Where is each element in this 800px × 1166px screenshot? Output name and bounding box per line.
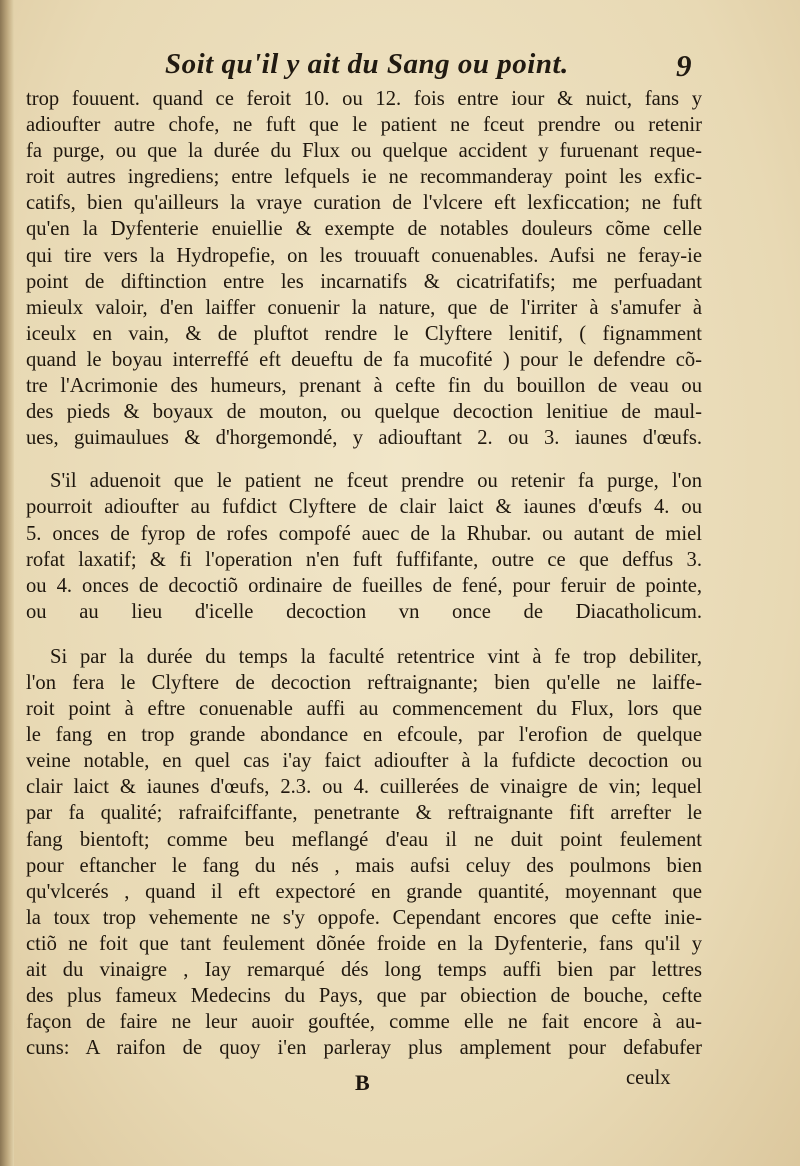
text-line: Si par la durée du temps la faculté retentrice vint à fe trop debiliter, bbox=[50, 645, 702, 668]
text-line: le fang en trop grande abondance en efcoule, par l'erofion de quelque bbox=[26, 724, 702, 747]
text-line: des pieds & boyaux de mouton, ou quelque decoction lenitiue de maul- bbox=[26, 401, 702, 424]
text-line: qu'en la Dyfenterie enuiellie & exempte de notables douleurs cõme celle bbox=[26, 218, 702, 241]
text-line: ctiõ ne foit que tant feulement dõnée froide en la Dyfenterie, fans qu'il y bbox=[26, 932, 702, 955]
text-line: catifs, bien qu'ailleurs la vraye curation de l'vlcere eft lexficcation; ne fuft bbox=[26, 192, 702, 215]
text-line: qui tire vers la Hydropefie, on les trouuaft conuenables. Aufsi ne feray-ie bbox=[26, 244, 702, 267]
text-line: fang bientoft; comme beu meflangé d'eau il ne duit point feulement bbox=[26, 828, 702, 851]
text-line: roit autres ingrediens; entre lefquels ie ne recommanderay point les exfic- bbox=[26, 166, 702, 189]
paragraph-2 bbox=[26, 468, 702, 625]
text-line: qu'vlcerés , quand il eft expectoré en grande quantité, moyennant que bbox=[26, 880, 702, 903]
text-line: rofat laxatif; & fi l'operation n'en fuft fuffifante, outre ce que deffus 3. bbox=[26, 548, 702, 571]
text-line: la toux trop vehemente ne s'y oppofe. Cependant encores que cefte inie- bbox=[26, 906, 702, 929]
text-line: cuns: A raifon de quoy i'en parleray plus amplement pour defabufer bbox=[26, 1037, 702, 1060]
body-text bbox=[26, 86, 702, 1061]
text-line: l'on fera le Clyftere de decoction reftraignante; bien qu'elle ne laiffe- bbox=[26, 671, 702, 694]
text-line: ues, guimaulues & d'horgemondé, y adiouftant 2. ou 3. iaunes d'œufs. bbox=[26, 427, 702, 450]
paragraph-1 bbox=[26, 86, 702, 451]
text-line: clair laict & iaunes d'œufs, 2.3. ou 4. cuillerées de vinaigre de vin; lequel bbox=[26, 776, 702, 799]
text-line: roit point à eftre conuenable auffi au commencement du Flux, lors que bbox=[26, 698, 702, 721]
text-line: des plus fameux Medecins du Pays, que par obiection de bouche, cefte bbox=[26, 985, 702, 1008]
text-line: par fa qualité; rafraifciffante, penetrante & reftraignante fift arrefter le bbox=[26, 802, 702, 825]
running-title: Soit qu'il y ait du Sang ou point. bbox=[165, 48, 569, 80]
page-number: 9 bbox=[676, 48, 692, 83]
text-line: 5. onces de fyrop de rofes compofé auec de la Rhubar. ou autant de miel bbox=[26, 522, 702, 545]
paragraph-3 bbox=[26, 644, 702, 1062]
text-line: S'il aduenoit que le patient ne fceut prendre ou retenir fa purge, l'on bbox=[50, 470, 702, 493]
page-header bbox=[0, 48, 800, 88]
text-line: quand le boyau interreffé eft deueftu de fa mucofité ) pour le defendre cõ- bbox=[26, 348, 702, 371]
catchword: ceulx bbox=[626, 1067, 671, 1089]
text-line: tre l'Acrimonie des humeurs, prenant à cefte fin du bouillon de veau ou bbox=[26, 375, 702, 398]
text-line: mieulx valoir, d'en laiffer conuenir la nature, que de l'irriter à s'amufer à bbox=[26, 296, 702, 319]
text-line: point de diftinction entre les incarnatifs & cicatrifatifs; me perfuadant bbox=[26, 270, 702, 293]
text-line: adioufter autre chofe, ne fuft que le patient ne fceut prendre ou retenir bbox=[26, 114, 702, 137]
text-line: pourroit adioufter au fufdict Clyftere de clair laict & iaunes d'œufs 4. ou bbox=[26, 496, 702, 519]
text-line: trop fouuent. quand ce feroit 10. ou 12. fois entre iour & nuict, fans y bbox=[26, 88, 702, 110]
signature-mark: B bbox=[355, 1070, 370, 1095]
text-line: pour eftancher le fang du nés , mais aufsi celuy des poulmons bien bbox=[26, 854, 702, 877]
text-line: ou 4. onces de decoctiõ ordinaire de fueilles de fené, pour feruir de pointe, bbox=[26, 574, 702, 597]
page-gutter bbox=[0, 0, 14, 1166]
text-line: ait du vinaigre , Iay remarqué dés long temps auffi bien par lettres bbox=[26, 959, 702, 981]
text-line: façon de faire ne leur auoir gouftée, comme elle ne fait encore à au- bbox=[26, 1011, 702, 1034]
text-line: fa purge, ou que la durée du Flux ou quelque accident y furuenant reque- bbox=[26, 140, 702, 163]
text-line: iceulx en vain, & de pluftot rendre le Clyftere lenitif, ( fignamment bbox=[26, 322, 702, 345]
text-line: veine notable, en quel cas i'ay faict adioufter à la fufdicte decoction ou bbox=[26, 750, 702, 773]
text-line: ou au lieu d'icelle decoction vn once de Diacatholicum. bbox=[26, 600, 702, 623]
